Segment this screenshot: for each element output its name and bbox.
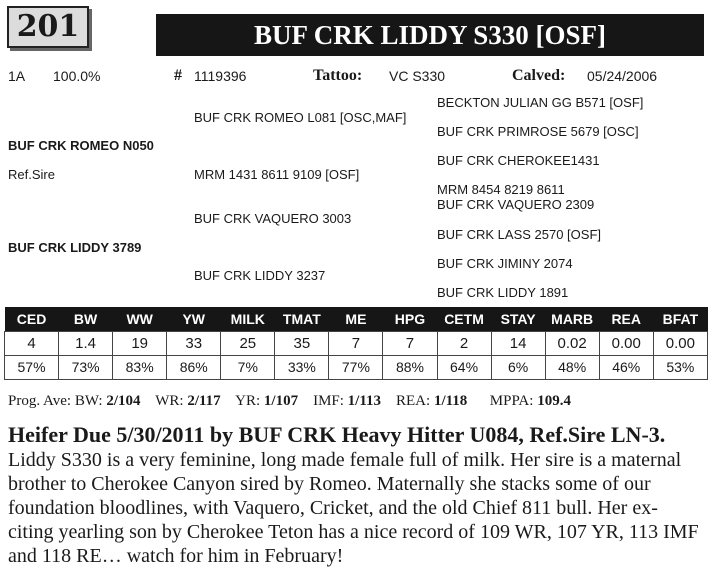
epd-value: 33: [167, 331, 221, 355]
epd-percentile: 48%: [545, 355, 599, 379]
description-line: citing yearling son by Cherokee Teton has a nice record of 109 WR, 107 YR, 113 IMF: [8, 521, 699, 543]
calved-label: Calved:: [512, 67, 566, 84]
description: [8, 448, 708, 568]
epd-header: YW: [167, 307, 221, 331]
epd-header: TMAT: [275, 307, 329, 331]
progeny-imf: 1/113: [347, 393, 382, 409]
epd-percentile: 73%: [59, 355, 113, 379]
epd-value: 7: [329, 331, 383, 355]
description-line: Liddy S330 is a very feminine, long made female full of milk. Her sire is a maternal: [8, 449, 682, 471]
epd-table: [4, 307, 708, 380]
epd-percentile: 88%: [383, 355, 437, 379]
epd-header: HPG: [383, 307, 437, 331]
epd-value: 19: [113, 331, 167, 355]
progeny-rea-label: REA:: [396, 393, 431, 409]
progeny-wr-label: WR:: [155, 393, 184, 409]
lot-number: 201: [7, 6, 89, 48]
progeny-yr-label: YR:: [235, 393, 261, 409]
calved-date: 05/24/2006: [587, 68, 658, 84]
epd-value: 2: [437, 331, 491, 355]
heifer-due-line: Heifer Due 5/30/2011 by BUF CRK Heavy Hitter U084, Ref.Sire LN-3.: [8, 422, 666, 447]
epd-percentile: 77%: [329, 355, 383, 379]
progeny-averages: [8, 393, 571, 410]
progeny-wr: 2/117: [187, 393, 221, 409]
pedigree-dss: BUF CRK VAQUERO 2309: [437, 197, 595, 212]
epd-percentile: 57%: [5, 355, 59, 379]
epd-percentile: 86%: [167, 355, 221, 379]
pedigree-dam-sire: BUF CRK VAQUERO 3003: [194, 211, 352, 226]
tattoo-label: Tattoo:: [313, 67, 363, 84]
progeny-mppa: 109.4: [537, 393, 571, 409]
epd-percentile: 53%: [653, 355, 707, 379]
epd-header: CED: [5, 307, 59, 331]
pedigree-sds: BUF CRK CHEROKEE1431: [437, 153, 600, 168]
progeny-yr: 1/107: [263, 393, 299, 409]
pedigree-sire: BUF CRK ROMEO N050: [8, 138, 154, 153]
epd-value: 0.02: [545, 331, 599, 355]
pedigree-ssd: BUF CRK PRIMROSE 5679 [OSC]: [437, 124, 639, 139]
epd-header-row: [5, 307, 708, 331]
epd-value-row: [5, 331, 708, 355]
progeny-bw-label: BW:: [74, 393, 103, 409]
pedigree-dam: BUF CRK LIDDY 3789: [8, 240, 142, 255]
epd-header: WW: [113, 307, 167, 331]
epd-header: BFAT: [653, 307, 707, 331]
pedigree-sire-note: Ref.Sire: [8, 167, 55, 182]
epd-value: 25: [221, 331, 275, 355]
pedigree-sire-dam: MRM 1431 8611 9109 [OSF]: [194, 167, 360, 182]
epd-header: ME: [329, 307, 383, 331]
epd-percentile: 7%: [221, 355, 275, 379]
progeny-label: Prog. Ave:: [8, 393, 72, 409]
epd-header: REA: [599, 307, 653, 331]
progeny-imf-label: IMF:: [313, 393, 344, 409]
epd-header: MILK: [221, 307, 275, 331]
description-line: foundation bloodlines, with Vaquero, Cricket, and the old Chief 811 bull. Her ex-: [8, 497, 658, 519]
epd-value: 0.00: [599, 331, 653, 355]
pedigree-sdd: MRM 8454 8219 8611: [437, 182, 565, 197]
epd-percentile: 83%: [113, 355, 167, 379]
epd-percentile: 64%: [437, 355, 491, 379]
epd-header: CETM: [437, 307, 491, 331]
epd-header: STAY: [491, 307, 545, 331]
epd-header: MARB: [545, 307, 599, 331]
registration-number: 1119396: [194, 68, 247, 84]
pedigree-dsd: BUF CRK LASS 2570 [OSF]: [437, 227, 602, 242]
progeny-mppa-label: MPPA:: [489, 393, 534, 409]
description-line: brother to Cherokee Canyon sired by Romeo. Maternally she stacks some of our: [8, 473, 651, 495]
epd-percentile-row: [5, 355, 708, 379]
pedigree-sire-sire: BUF CRK ROMEO L081 [OSC,MAF]: [194, 110, 407, 125]
epd-percentile: 6%: [491, 355, 545, 379]
epd-percentile: 46%: [599, 355, 653, 379]
percent-value: 100.0%: [53, 68, 101, 84]
pedigree-dam-dam: BUF CRK LIDDY 3237: [194, 268, 326, 283]
progeny-rea: 1/118: [433, 393, 468, 409]
epd-value: 4: [5, 331, 59, 355]
epd-value: 0.00: [653, 331, 707, 355]
epd-value: 1.4: [59, 331, 113, 355]
epd-value: 7: [383, 331, 437, 355]
progeny-bw: 2/104: [106, 393, 141, 409]
epd-header: BW: [59, 307, 113, 331]
pedigree-ddd: BUF CRK LIDDY 1891: [437, 285, 569, 300]
epd-percentile: 33%: [275, 355, 329, 379]
pedigree-sss: BECKTON JULIAN GG B571 [OSF]: [437, 95, 644, 110]
description-line: and 118 RE… watch for him in February!: [8, 545, 344, 567]
animal-title: BUF CRK LIDDY S330 [OSF]: [156, 14, 704, 56]
pedigree-dds: BUF CRK JIMINY 2074: [437, 256, 573, 271]
epd-value: 14: [491, 331, 545, 355]
reg-label: #: [174, 67, 182, 84]
epd-value: 35: [275, 331, 329, 355]
tattoo-value: VC S330: [389, 68, 446, 84]
class-code: 1A: [8, 68, 26, 84]
